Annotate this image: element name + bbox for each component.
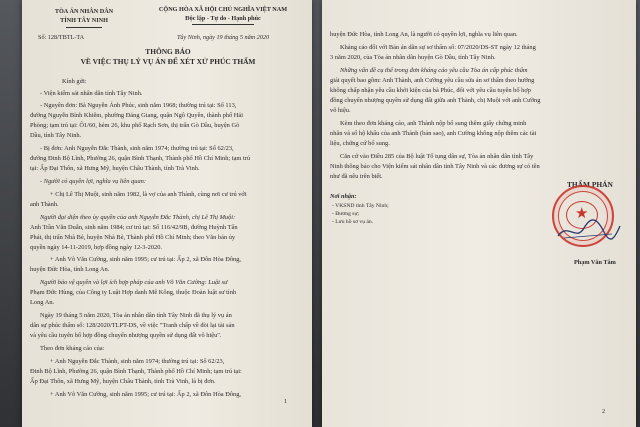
national-motto: CỘNG HÒA XÃ HỘI CHỦ NGHĨA VIỆT NAM bbox=[158, 6, 288, 13]
document-page-1 bbox=[22, 0, 312, 427]
recipients-title: Nơi nhận: bbox=[330, 193, 357, 200]
national-motto-sub: Độc lập - Tự do - Hạnh phúc bbox=[185, 15, 261, 22]
body-line: - Nguyên đơn: Bà Nguyễn Ánh Phúc, sinh năm 1968; thường trú tại: Số 113, bbox=[40, 102, 237, 109]
body-line: huyện Đức Hòa, tỉnh Long An. bbox=[30, 266, 110, 273]
body-line: - Viện kiểm sát nhân dân tỉnh Tây Ninh. bbox=[40, 90, 143, 97]
seal-star-icon: ★ bbox=[575, 206, 589, 222]
motto-divider bbox=[192, 24, 254, 25]
notice-subject: VỀ VIỆC THỤ LÝ VỤ ÁN ĐỂ XÉT XỬ PHÚC THẨM bbox=[80, 57, 256, 66]
body-line: Anh Trần Văn Duẫn, sinh năm 1984; cư trú tại: Số 116/42/9B, đường Huỳnh Tấn bbox=[30, 224, 238, 231]
body-line: Những vấn đề cụ thể trong đơn kháng cáo yêu cầu Tòa án cấp phúc thẩm bbox=[340, 67, 528, 74]
body-line: huyện Đức Hòa, tỉnh Long An, là người có quyền lợi, nghĩa vụ liên quan. bbox=[330, 31, 518, 38]
signer-name: Phạm Văn Tâm bbox=[574, 259, 616, 266]
body-line: Phòng; tạm trú tại: Ô1/60, hẻm 26, khu phố Rạch Sơn, thị trấn Gò Dầu, huyện Gò bbox=[30, 122, 240, 129]
body-line: Kháng cáo đối với Bản án dân sự sơ thẩm số: 07/2020/DS-ST ngày 12 tháng bbox=[340, 44, 536, 51]
page-number: 1 bbox=[284, 398, 288, 405]
notice-title: THÔNG BÁO bbox=[145, 47, 191, 56]
recipient-item: - VKSND tỉnh Tây Ninh; bbox=[332, 203, 389, 209]
body-line: 3 năm 2020, của Tòa án nhân dân huyện Gò Dầu, tỉnh Tây Ninh. bbox=[330, 54, 496, 61]
body-line: + Anh Nguyễn Đắc Thành, sinh năm 1974; thường trú tại: Số 62/23, bbox=[50, 358, 225, 365]
court-name-line-1: TÒA ÁN NHÂN DÂN bbox=[54, 8, 114, 15]
body-line: giải quyết bao gồm: Anh Thành, anh Cường yêu cầu sửa án sơ thẩm theo hướng bbox=[330, 77, 535, 84]
body-line: đồng chuyển nhượng quyền sử dụng đất giữa anh Thành, chị Muội với anh Cường bbox=[330, 97, 541, 104]
recipient-item: - Lưu hồ sơ vụ án. bbox=[332, 219, 374, 225]
body-line: nhân và sổ hộ khẩu của anh Thành (bản sao), anh Cường không nộp thêm các tài bbox=[330, 130, 537, 137]
place-and-date: Tây Ninh, ngày 19 tháng 5 năm 2020 bbox=[176, 34, 270, 41]
body-line: Ngày 19 tháng 5 năm 2020, Tòa án nhân dân tỉnh Tây Ninh đã thụ lý vụ án bbox=[40, 312, 232, 319]
body-line: + Chị Lê Thị Muội, sinh năm 1982, là vợ của anh Thành, cùng nơi cư trú với bbox=[50, 191, 247, 198]
body-line: Kính gửi: bbox=[62, 78, 87, 85]
body-line: - Người có quyền lợi, nghĩa vụ liên quan: bbox=[40, 178, 146, 185]
body-line: liệu, chứng cứ bổ sung. bbox=[330, 140, 390, 147]
body-line: Người bảo vệ quyền và lợi ích hợp pháp của anh Võ Văn Cường: Luật sư bbox=[40, 279, 228, 286]
body-line: Dầu, tỉnh Tây Ninh. bbox=[30, 132, 82, 139]
body-line: Ninh thông báo cho Viện kiểm sát nhân dân tỉnh Tây Ninh và các đương sự có tên bbox=[330, 163, 540, 170]
signer-title: THẨM PHÁN bbox=[567, 180, 613, 189]
page-number: 2 bbox=[602, 408, 606, 415]
body-line: Căn cứ vào Điều 285 của Bộ luật Tố tụng dân sự, Tòa án nhân dân tỉnh Tây bbox=[340, 153, 534, 160]
court-name-line-2: TỈNH TÂY NINH bbox=[60, 17, 108, 24]
body-line: dân sự phúc thẩm số: 128/2020/TLPT-DS, về việc "Tranh chấp về đòi lại tài sản bbox=[30, 322, 235, 329]
body-line: - Bị đơn: Anh Nguyễn Đắc Thành, sinh năm 1974; thường trú tại: Số 62/23, bbox=[40, 145, 234, 152]
body-line: và yêu cầu tuyên bố hợp đồng chuyển nhượng quyền sử dụng đất vô hiệu". bbox=[30, 332, 222, 339]
body-line: tại: Ấp Đại Thôn, xã Hưng Mỹ, huyện Châu Thành, tỉnh Trà Vinh. bbox=[30, 165, 200, 172]
signature-mark bbox=[554, 218, 624, 244]
body-line: quyền ngày 14-11-2019, hợp đồng ngày 12-3-2020. bbox=[30, 244, 162, 251]
body-line: Theo đơn kháng cáo của: bbox=[40, 345, 105, 352]
body-line: anh Thành. bbox=[30, 201, 59, 208]
document-page-2 bbox=[322, 0, 636, 427]
body-line: Phát, thị trấn Nhà Bè, huyện Nhà Bè, Thành phố Hồ Chí Minh; theo Văn bản ủy bbox=[30, 234, 236, 241]
body-line: + Anh Võ Văn Cường, sinh năm 1995; cư trú tại: Ấp 2, xã Đôn Hòa Đông, bbox=[50, 256, 242, 263]
body-line: như đã nêu trên biết. bbox=[330, 173, 383, 180]
document-number: Số: 128/TBTL-TA bbox=[38, 34, 85, 41]
body-line: Ấp Đại Thôn, xã Hưng Mỹ, huyện Châu Thành, tỉnh Trà Vinh, là bị đơn. bbox=[30, 378, 216, 385]
body-line: Long An. bbox=[30, 299, 55, 306]
body-line: Phạm Đức Hùng, của Công ty Luật Hợp danh Mê Kông, thuộc Đoàn luật sư tỉnh bbox=[30, 289, 237, 296]
body-line: + Anh Võ Văn Cường, sinh năm 1995; cư trú tại: Ấp 2, xã Đôn Hòa Đông, bbox=[50, 391, 242, 398]
body-line: không chấp nhận yêu cầu khởi kiện của bà Phúc, đối với yêu cầu tuyên bố hợp bbox=[330, 87, 531, 94]
body-line: Đinh Bộ Lĩnh, Phường 26, quận Bình Thạnh, Thành phố Hồ Chí Minh; tạm trú tại: bbox=[30, 368, 242, 375]
recipient-item: - Đương sự; bbox=[332, 211, 360, 217]
body-line: đường Nguyễn Bỉnh Khiêm, phường Đảng Giang, quận Ngô Quyền, thành phố Hải bbox=[30, 112, 244, 119]
body-line: vô hiệu. bbox=[330, 107, 351, 114]
body-line: Kèm theo đơn kháng cáo, anh Thành nộp bổ sung thêm giấy chứng minh bbox=[340, 120, 527, 127]
court-divider bbox=[66, 27, 102, 28]
body-line: đường Đinh Bộ Lĩnh, Phường 26, quận Bình Thạnh, Thành phố Hồ Chí Minh; tạm trú bbox=[30, 155, 251, 162]
body-line: Người đại diện theo ủy quyền của anh Nguyễn Đắc Thành, chị Lê Thị Muội: bbox=[40, 214, 236, 221]
